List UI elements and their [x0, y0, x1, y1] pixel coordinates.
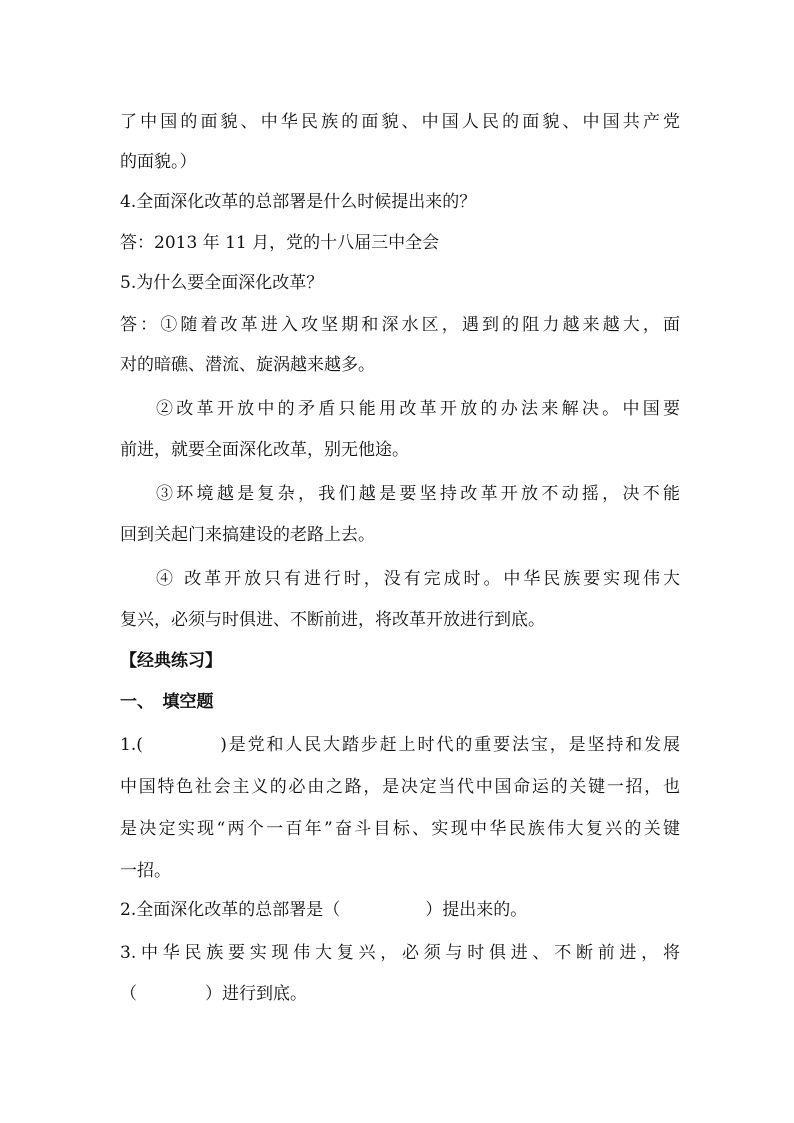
- exercise-1-line-2: 中国特色社会主义的必由之路，是决定当代中国命运的关键一招，也: [120, 777, 680, 797]
- section-heading-exercises: 【经典练习】: [120, 651, 222, 671]
- question-4: 4.全面深化改革的总部署是什么时候提出来的？: [120, 192, 477, 212]
- text-line-1: 了中国的面貌、中华民族的面貌、中国人民的面貌、中国共产党: [120, 112, 680, 132]
- exercise-2: 2.全面深化改革的总部署是（ ）提出来的。: [120, 900, 528, 920]
- answer-5-point-2-line-1: ②改革开放中的矛盾只能用改革开放的办法来解决。中国要: [156, 399, 680, 419]
- answer-4: 答：2013 年 11 月，党的十八届三中全会: [120, 233, 440, 253]
- section-heading-fill-blank: 一、 填空题: [120, 692, 214, 712]
- exercise-3-line-2: （ ）进行到底。: [120, 984, 307, 1004]
- answer-5-line-1: 答：①随着改革进入攻坚期和深水区，遇到的阻力越来越大，面: [120, 315, 680, 335]
- question-5: 5.为什么要全面深化改革？: [120, 273, 324, 293]
- answer-5-point-4-line-1: ④ 改革开放只有进行时，没有完成时。中华民族要实现伟大: [156, 569, 680, 589]
- exercise-1-line-3: 是决定实现“两个一百年”奋斗目标、实现中华民族伟大复兴的关键: [120, 819, 680, 839]
- answer-5-point-2-line-2: 前进，就要全面深化改革，别无他途。: [120, 440, 409, 460]
- answer-5-point-3-line-1: ③环境越是复杂，我们越是要坚持改革开放不动摇，决不能: [156, 484, 680, 504]
- answer-5-point-4-line-2: 复兴，必须与时俱进、不断前进，将改革开放进行到底。: [120, 610, 545, 630]
- exercise-3-line-1: 3.中华民族要实现伟大复兴，必须与时俱进、不断前进，将: [120, 943, 680, 963]
- text-line-2: 的面貌。）: [120, 152, 197, 172]
- exercise-1-line-4: 一招。: [120, 861, 171, 881]
- answer-5-point-3-line-2: 回到关起门来搞建设的老路上去。: [120, 525, 375, 545]
- exercise-1-line-1: 1.( )是党和人民大踏步赶上时代的重要法宝，是坚持和发展: [120, 735, 680, 755]
- answer-5-line-2: 对的暗礁、潜流、旋涡越来越多。: [120, 355, 375, 375]
